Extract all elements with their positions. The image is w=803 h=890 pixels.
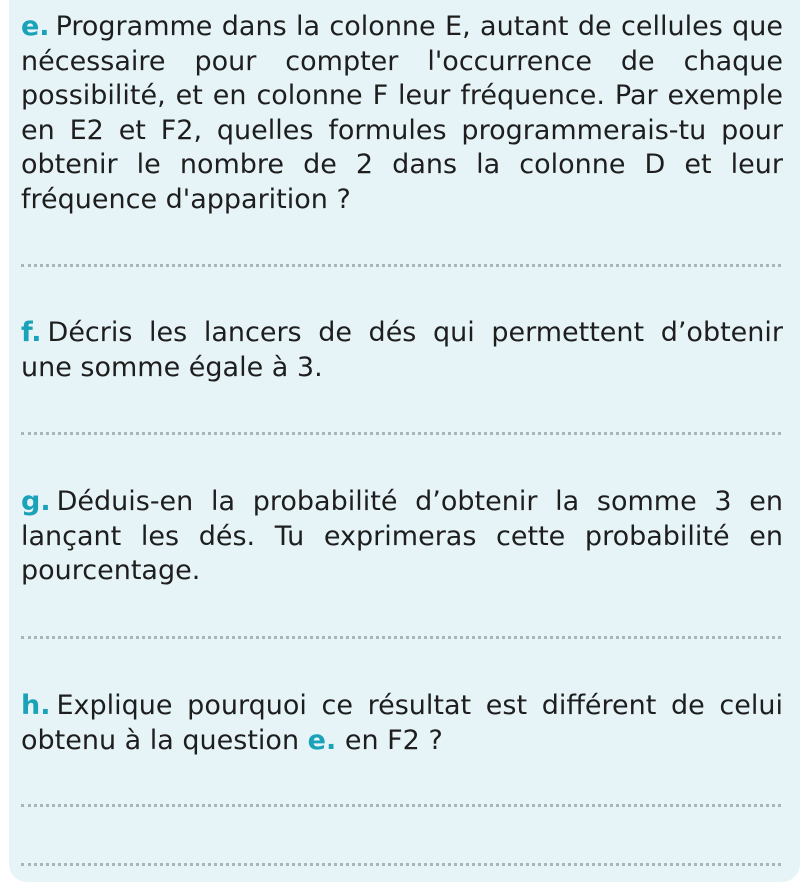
question-h-reference: e. — [307, 724, 337, 756]
question-e — [21, 10, 783, 217]
question-h-text-before: Explique pourquoi ce résultat est différent de celui obtenu à la question — [21, 690, 783, 756]
answer-line-e[interactable] — [21, 264, 781, 267]
question-e-text: Programme dans la colonne E, autant de cellules que nécessaire pour compter l'occurrence de chaque possibilité, et en colonne F leur fréquence. Par exemple en E2 et F2, quelles formules programmerais-tu pour obtenir le nombre de 2 dans la colonne D et leur fréquence d'apparition ? — [21, 11, 783, 215]
question-g-label: g. — [21, 486, 51, 517]
answer-line-h-1[interactable] — [21, 804, 781, 807]
question-e-label: e. — [21, 11, 50, 42]
question-f — [21, 316, 783, 385]
question-g — [21, 485, 783, 589]
answer-line-f[interactable] — [21, 432, 781, 435]
question-h — [21, 689, 783, 758]
question-f-text: Décris les lancers de dés qui permettent d’obtenir une somme égale à 3. — [21, 317, 783, 383]
question-g-text: Déduis-en la probabilité d’obtenir la somme 3 en lançant les dés. Tu exprimeras cette probabilité en pourcentage. — [21, 486, 783, 586]
answer-line-g[interactable] — [21, 636, 781, 639]
answer-line-h-2[interactable] — [21, 863, 781, 866]
question-h-text-after: en F2 ? — [344, 724, 443, 756]
question-h-label: h. — [21, 690, 51, 721]
question-f-label: f. — [21, 317, 42, 348]
